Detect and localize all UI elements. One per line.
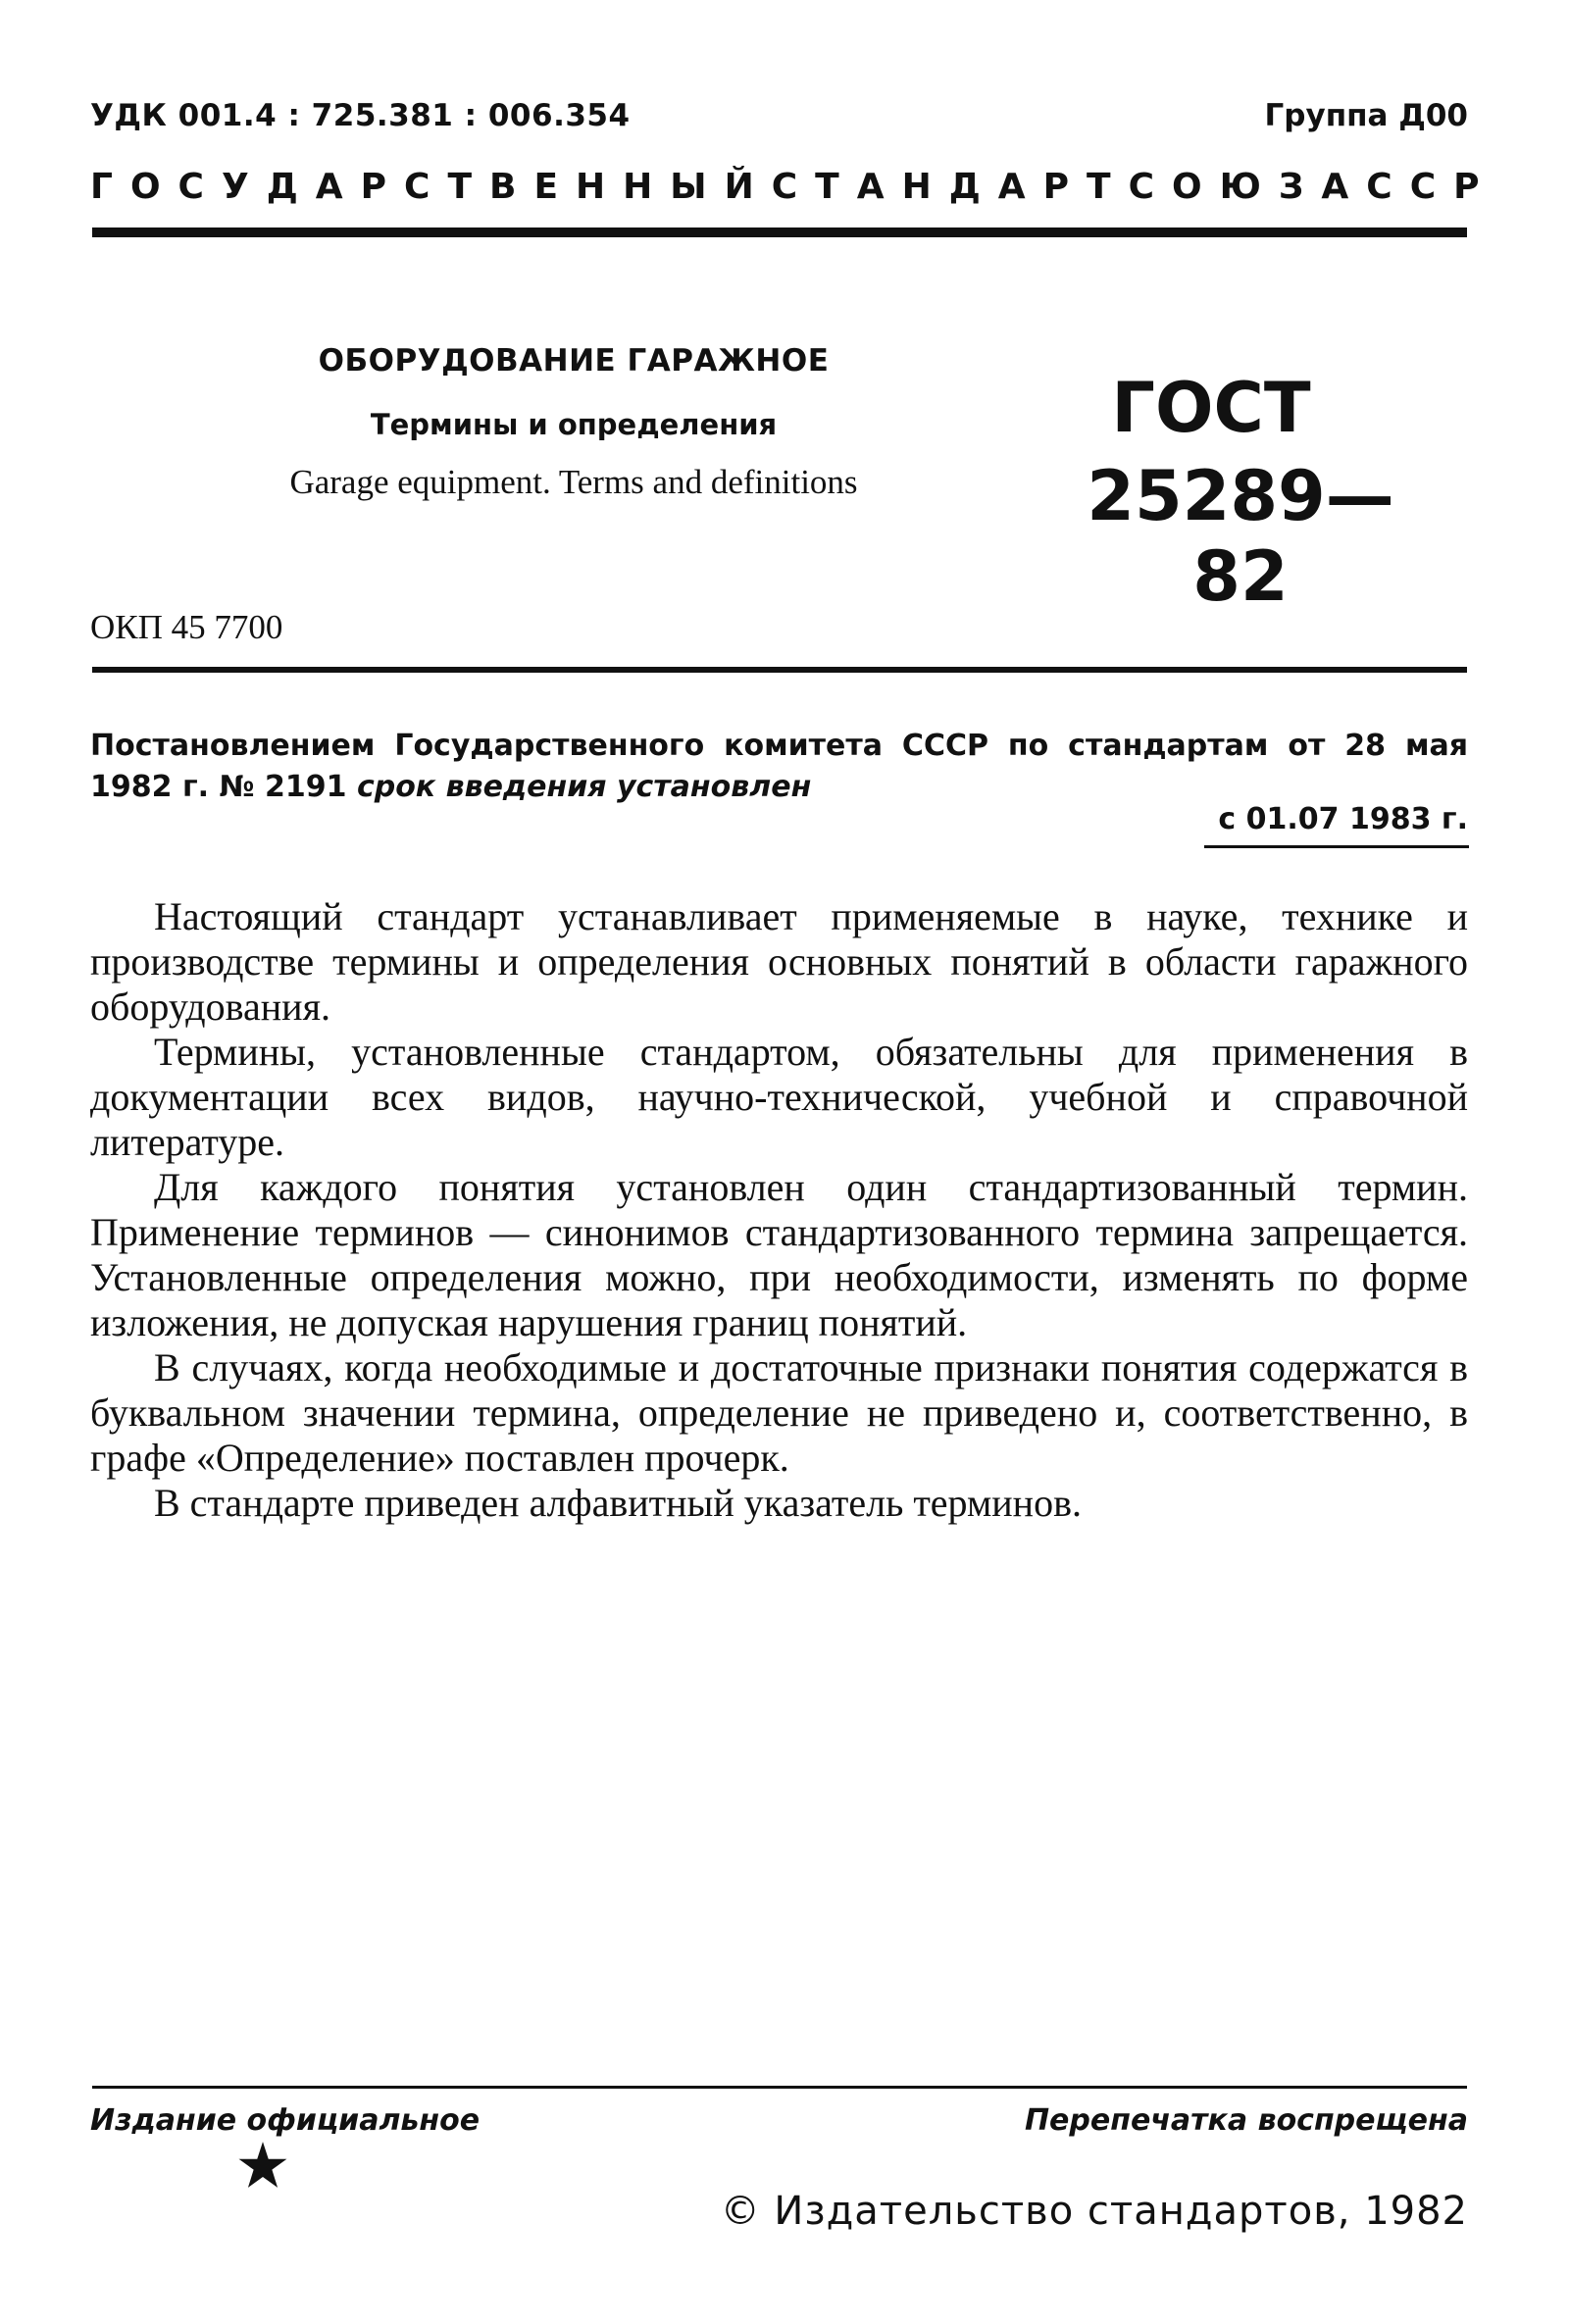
state-standard-word-2: СТАНДАРТ [771, 167, 1129, 207]
decree-text [90, 726, 1468, 808]
state-standard-word-3: СОЮЗА [1128, 167, 1367, 207]
decree-italic: срок введения установлен [356, 770, 812, 804]
udk-code: УДК 001.4 : 725.381 : 006.354 [90, 98, 631, 133]
body-paragraph-5: В стандарте приведен алфавитный указатель терминов. [154, 1481, 1082, 1525]
footer-rule [92, 2086, 1467, 2089]
effective-date-underline [1204, 845, 1469, 848]
document-title-english: Garage equipment. Terms and definitions [289, 463, 858, 501]
body-paragraph-4: В случаях, когда необходимые и достаточные признаки понятия содержатся в буквальном значении термина, определение не приведено и, соответственно, в графе «Определение» поставлен прочерк. [90, 1345, 1468, 1480]
header-rule [92, 227, 1467, 237]
okp-code: ОКП 45 7700 [90, 608, 283, 646]
section-rule [92, 667, 1467, 673]
body-paragraph-3: Для каждого понятия установлен один стандартизованный термин. Применение терминов — синонимов стандартизованного термина запрещается. Установленные определения можно, при необходимости, изменять по форме изложения, не допуская нарушения границ понятий. [90, 1165, 1468, 1344]
reprint-notice: Перепечатка воспрещена [1024, 2103, 1468, 2138]
decree-regular: Постановлением Государственного комитета СССР по стандартам от 28 мая 1982 г. № 2191 [90, 729, 1468, 804]
title-block [186, 343, 961, 502]
body-paragraph-1: Настоящий стандарт устанавливает применяемые в науке, технике и производстве термины и определения основных понятий в области гаражного оборудования. [90, 894, 1468, 1029]
effective-date: с 01.07 1983 г. [1218, 802, 1468, 836]
edition-label: Издание официальное [90, 2103, 481, 2138]
publisher-copyright: © Издательство стандартов, 1982 [720, 2189, 1468, 2234]
document-subtitle: Термины и определения [370, 408, 778, 441]
body-text [90, 894, 1468, 1526]
star-icon [237, 2140, 288, 2191]
state-standard-word-4: ССР [1366, 167, 1497, 207]
gost-number: 25289—82 [1087, 456, 1394, 617]
state-standard-heading [90, 167, 1497, 207]
group-code: Группа Д00 [1264, 98, 1468, 133]
document-title: ОБОРУДОВАНИЕ ГАРАЖНОЕ [318, 343, 830, 379]
body-paragraph-2: Термины, установленные стандартом, обязательны для применения в документации всех видов, научно-технической, учебной и справочной литературе. [90, 1030, 1468, 1164]
state-standard-word-1: ГОСУДАРСТВЕННЫЙ [90, 167, 772, 207]
gost-label: ГОСТ [1111, 368, 1311, 448]
